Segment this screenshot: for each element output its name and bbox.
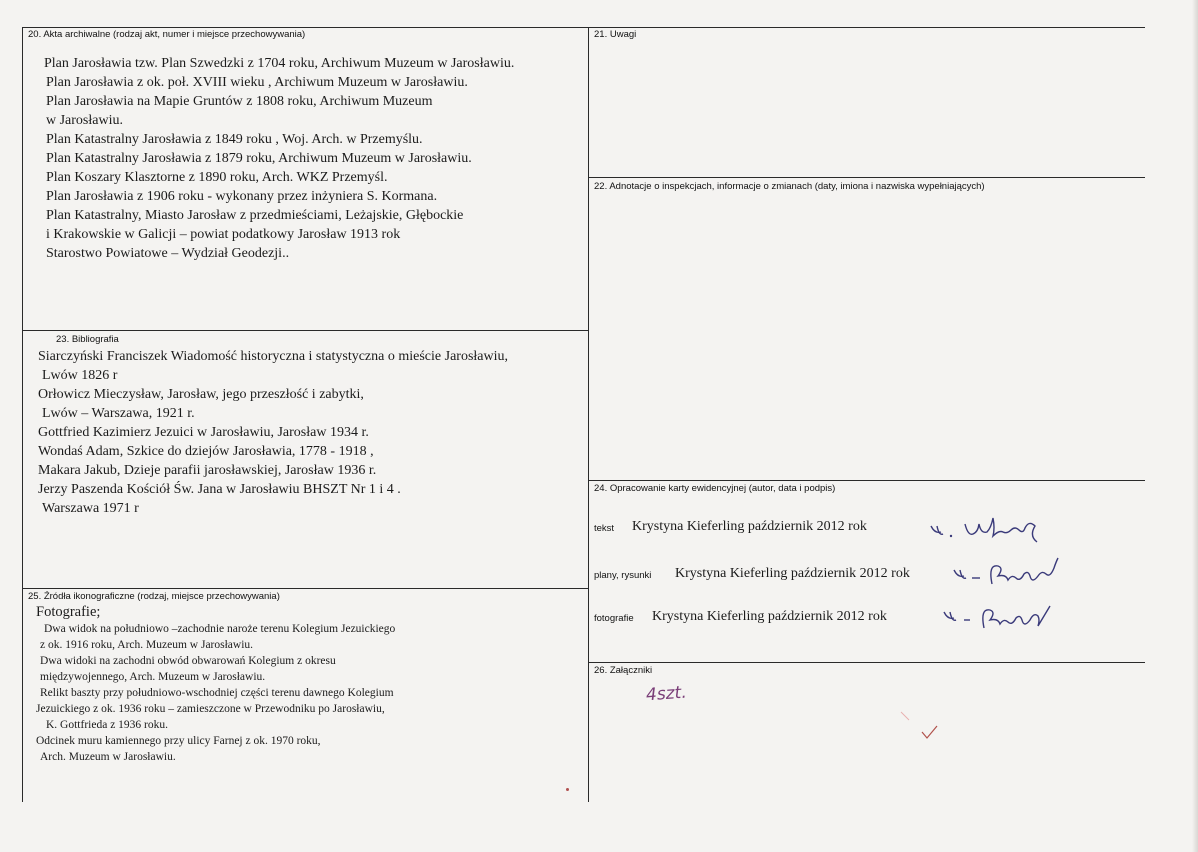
archival-line: Plan Katastralny Jarosławia z 1879 roku, Archiwum Muzeum w Jarosławiu. bbox=[46, 151, 472, 166]
left-border bbox=[22, 27, 23, 802]
divider-23-25 bbox=[22, 588, 588, 589]
prep-row-author: Krystyna Kieferling październik 2012 rok bbox=[675, 566, 910, 581]
archival-line: Plan Jarosławia z ok. poł. XVIII wieku , Archiwum Muzeum w Jarosławiu. bbox=[46, 75, 468, 90]
bibliography-line: Jerzy Paszenda Kościół Św. Jana w Jarosławiu BHSZT Nr 1 i 4 . bbox=[38, 482, 401, 497]
top-border bbox=[22, 27, 1145, 28]
archival-line: Plan Katastralny Jarosławia z 1849 roku , Woj. Arch. w Przemyślu. bbox=[46, 132, 423, 147]
archival-line: w Jarosławiu. bbox=[46, 113, 123, 128]
paper-edge-shadow bbox=[1192, 0, 1198, 852]
card-preparation-header: 24. Opracowanie karty ewidencyjnej (autor, data i podpis) bbox=[594, 483, 836, 494]
signature-photos bbox=[938, 598, 1068, 632]
bibliography-line: Orłowicz Mieczysław, Jarosław, jego przeszłość i zabytki, bbox=[38, 387, 364, 402]
iconographic-line: Dwa widoki na zachodni obwód obwarowań Kolegium z okresu bbox=[40, 655, 336, 667]
iconographic-list bbox=[36, 621, 396, 765]
divider-24-26 bbox=[588, 662, 1145, 663]
remarks-header: 21. Uwagi bbox=[594, 29, 637, 40]
divider-22-24 bbox=[588, 480, 1145, 481]
column-divider bbox=[588, 27, 589, 802]
iconographic-line: z ok. 1916 roku, Arch. Muzeum w Jarosławiu. bbox=[40, 639, 254, 651]
iconographic-line: Relikt baszty przy południowo-wschodniej części terenu dawnego Kolegium bbox=[40, 687, 394, 699]
iconographic-line: Odcinek muru kamiennego przy ulicy Farnej z ok. 1970 roku, bbox=[36, 735, 321, 747]
prep-row-label: tekst bbox=[594, 523, 615, 534]
prep-row-label: plany, rysunki bbox=[594, 570, 652, 581]
archival-line: Plan Koszary Klasztorne z 1890 roku, Arch. WKZ Przemyśl. bbox=[46, 170, 388, 185]
signature-plans bbox=[948, 556, 1078, 590]
divider-21-22 bbox=[588, 177, 1145, 178]
archival-line: i Krakowskie w Galicji – powiat podatkowy Jarosław 1913 rok bbox=[46, 227, 401, 242]
bibliography-line: Gottfried Kazimierz Jezuici w Jarosławiu, Jarosław 1934 r. bbox=[38, 425, 369, 440]
bibliography-list bbox=[38, 347, 508, 518]
bibliography-line: Siarczyński Franciszek Wiadomość historyczna i statystyczna o mieście Jarosławiu, bbox=[38, 349, 508, 364]
prep-row-author: Krystyna Kieferling październik 2012 rok bbox=[632, 519, 867, 534]
archival-line: Plan Jarosławia na Mapie Gruntów z 1808 roku, Archiwum Muzeum bbox=[46, 94, 433, 109]
signature-text bbox=[925, 514, 1055, 544]
paper-dot bbox=[566, 788, 569, 791]
divider-20-23 bbox=[22, 330, 588, 331]
bibliography-header: 23. Bibliografia bbox=[56, 334, 119, 345]
annotations-header: 22. Adnotacje o inspekcjach, informacje o zmianach (daty, imiona i nazwiska wypełniających) bbox=[594, 181, 985, 192]
iconographic-title: Fotografie; bbox=[36, 604, 101, 620]
check-mark bbox=[920, 724, 940, 740]
archival-list bbox=[44, 54, 514, 263]
bibliography-line: Wondaś Adam, Szkice do dziejów Jarosławia, 1778 - 1918 , bbox=[38, 444, 374, 459]
iconographic-header: 25. Źródła ikonograficzne (rodzaj, miejsce przechowywania) bbox=[28, 591, 280, 602]
iconographic-line: Dwa widok na południowo –zachodnie naroże terenu Kolegium Jezuickiego bbox=[44, 623, 396, 635]
prep-row-author: Krystyna Kieferling październik 2012 rok bbox=[652, 609, 887, 624]
iconographic-line: międzywojennego, Arch. Muzeum w Jarosławiu. bbox=[40, 671, 266, 683]
red-mark bbox=[900, 710, 914, 722]
iconographic-line: Jezuickiego z ok. 1936 roku – zamieszczone w Przewodniku po Jarosławiu, bbox=[36, 703, 385, 715]
archival-line: Plan Jarosławia z 1906 roku - wykonany przez inżyniera S. Kormana. bbox=[46, 189, 438, 204]
attachments-header: 26. Załączniki bbox=[594, 665, 653, 676]
archival-line: Plan Katastralny, Miasto Jarosław z przedmieściami, Leżajskie, Głębockie bbox=[46, 208, 464, 223]
archival-line: Starostwo Powiatowe – Wydział Geodezji.. bbox=[46, 246, 290, 261]
bibliography-line: Lwów – Warszawa, 1921 r. bbox=[42, 406, 195, 421]
iconographic-line: Arch. Muzeum w Jarosławiu. bbox=[40, 751, 176, 763]
archival-line: Plan Jarosławia tzw. Plan Szwedzki z 1704 roku, Archiwum Muzeum w Jarosławiu. bbox=[44, 56, 515, 71]
archival-header: 20. Akta archiwalne (rodzaj akt, numer i miejsce przechowywania) bbox=[28, 29, 306, 40]
bibliography-line: Lwów 1826 r bbox=[42, 368, 118, 383]
bibliography-line: Makara Jakub, Dzieje parafii jarosławskiej, Jarosław 1936 r. bbox=[38, 463, 377, 478]
attachments-handwritten: 4szt. bbox=[645, 682, 688, 706]
bibliography-line: Warszawa 1971 r bbox=[42, 501, 139, 516]
iconographic-line: K. Gottfrieda z 1936 roku. bbox=[46, 719, 168, 731]
prep-row-label: fotografie bbox=[594, 613, 634, 624]
